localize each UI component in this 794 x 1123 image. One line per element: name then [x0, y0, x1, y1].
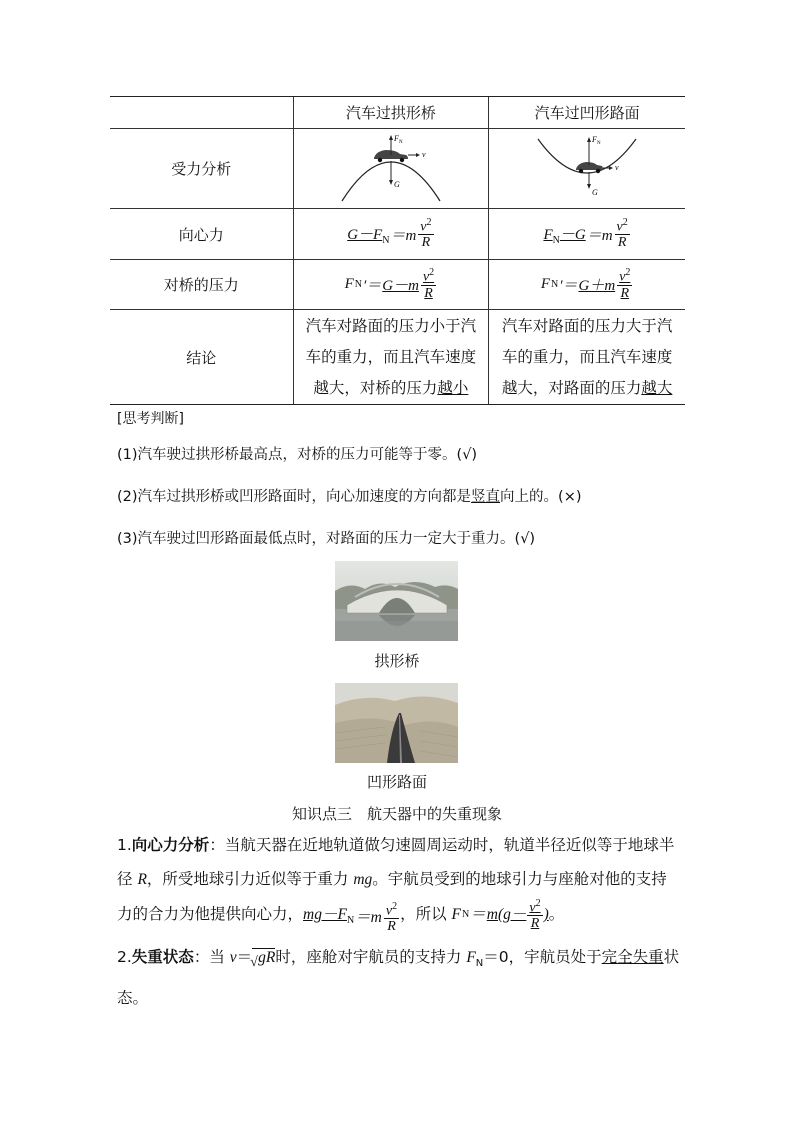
centripetal-bridge-cell	[293, 209, 489, 260]
svg-text:G: G	[592, 187, 598, 197]
table-row-conclusion	[110, 310, 685, 405]
conclusion-road-text: 汽车对路面的压力大于汽 车的重力，而且汽车速度 越大，对路面的压力越大	[489, 310, 685, 405]
header-empty-cell	[110, 97, 293, 129]
table-header-row	[110, 97, 685, 129]
row-label-centripetal: 向心力	[110, 209, 293, 260]
section-title: 知识点三 航天器中的失重现象	[291, 805, 502, 823]
pressure-bridge-cell	[293, 260, 489, 310]
concave-road-photo	[335, 683, 458, 763]
centripetal-bridge-formula: $G-F_N$ ＝m $\frac{v^2}{R}$	[347, 216, 432, 251]
judgment-item-1: (1)汽车驶过拱形桥最高点，对桥的压力可能等于零。(√)	[117, 447, 478, 463]
header-concave-road: 汽车过凹形路面	[489, 97, 685, 129]
svg-text:F: F	[393, 133, 399, 143]
svg-text:v: v	[421, 149, 426, 159]
conclusion-bridge-text: 汽车对路面的压力小于汽 车的重力，而且汽车速度 越大，对桥的压力越小	[293, 310, 489, 405]
centripetal-road-formula: $F_N-G$ ＝m $\frac{v^2}{R}$	[543, 216, 628, 251]
paragraph-weightlessness: 2.失重状态：当 v＝ √ gR时，座舱对宇航员的支持力 $F_N=0$，宇航员处于完全失重状态。	[117, 948, 680, 1008]
header-arch-bridge: 汽车过拱形桥	[293, 97, 489, 129]
row-label-force: 受力分析	[110, 129, 293, 209]
row-label-pressure: 对桥的压力	[110, 260, 293, 310]
caption-concave-road: 凹形路面	[366, 773, 427, 791]
caption-arch-bridge: 拱形桥	[374, 652, 420, 670]
comparison-table	[110, 96, 685, 405]
concave-road-force-diagram	[489, 129, 685, 209]
table-row-pressure	[110, 260, 685, 310]
svg-text:N: N	[398, 139, 403, 145]
pressure-road-formula: F N ′＝ G＋m $\frac{v^2}{R}$	[540, 267, 631, 301]
svg-text:G: G	[393, 179, 400, 189]
arch-bridge-force-diagram	[293, 129, 489, 209]
svg-text:v: v	[615, 162, 619, 172]
pressure-road-cell	[489, 260, 685, 310]
thinking-judgment-heading: [思考判断]	[117, 411, 184, 427]
judgment-item-3: (3)汽车驶过凹形路面最低点时，对路面的压力一定大于重力。(√)	[117, 531, 536, 547]
centripetal-road-cell	[489, 209, 685, 260]
row-label-conclusion: 结论	[110, 310, 293, 405]
svg-text:F: F	[592, 134, 597, 144]
table-row-force-analysis	[110, 129, 685, 209]
table-row-centripetal	[110, 209, 685, 260]
judgment-item-2: (2)汽车过拱形桥或凹形路面时，向心加速度的方向都是竖直向上的。(×)	[117, 489, 582, 505]
arch-bridge-photo	[335, 561, 458, 641]
pressure-bridge-formula: F N ′＝ G－m $\frac{v^2}{R}$	[344, 267, 435, 301]
sqrt-expression: √ gR	[250, 949, 276, 970]
arch-bridge-diagram	[336, 131, 446, 203]
svg-text:N: N	[597, 140, 601, 146]
paragraph-centripetal-analysis: 1.向心力分析：当航天器在近地轨道做匀速圆周运动时，轨道半径近似等于地球半径 R，所受地球引力近似等于重力 mg。宇航员受到的地球引力与座舱对他的支持力的合力为他提供向心力， $mg-F_N$ ＝m $\frac{v^2}{R}$ ，所以 F N ＝ m(g－ $\frac{v^2}{R}$ ) 。	[117, 836, 675, 935]
concave-road-diagram	[532, 131, 642, 203]
